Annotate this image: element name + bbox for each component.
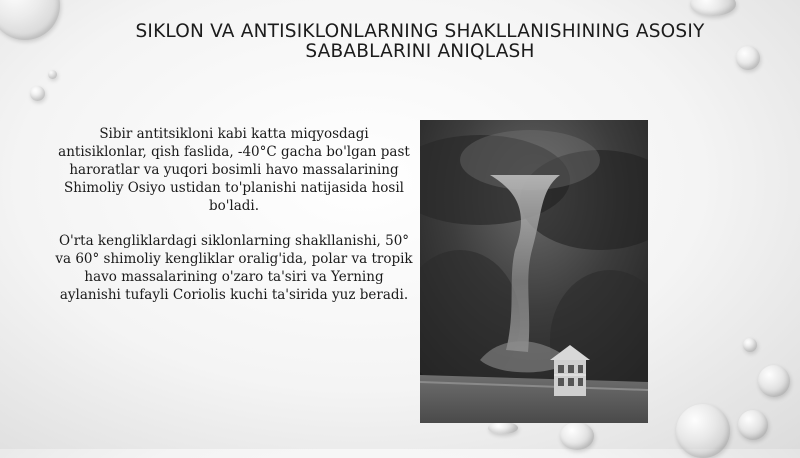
water-drop-decoration xyxy=(738,410,768,440)
water-drop-decoration xyxy=(743,338,757,352)
water-drop-decoration xyxy=(560,422,594,450)
water-drop-decoration xyxy=(690,0,736,16)
water-drop-decoration xyxy=(48,70,57,79)
water-drop-decoration xyxy=(0,0,60,40)
water-drop-decoration xyxy=(758,365,790,397)
tornado-photo xyxy=(420,120,648,423)
paragraph-siberian-anticyclone: Sibir antitsikloni kabi katta miqyosdagi antisiklonlar, qish faslida, -40°C gacha bo'lgan past haroratlar va yuqori bosimli havo massalarining Shimoliy Osiyo ustidan to'planishi natijasida hosil bo'ladi. xyxy=(58,126,410,214)
slide-title xyxy=(60,22,780,62)
water-drop-decoration xyxy=(676,404,730,458)
water-drop-decoration xyxy=(30,86,45,101)
water-drop-decoration xyxy=(488,422,518,434)
tornado-illustration xyxy=(420,120,648,423)
slide-title-line-2: SABABLARINI ANIQLASH xyxy=(305,41,535,62)
paragraph-midlatitude-cyclones: O'rta kengliklardagi siklonlarning shakllanishi, 50° va 60° shimoliy kengliklar oralig'ida, polar va tropik havo massalarining o'zaro ta'siri va Yerning aylanishi tufayli Coriolis kuchi ta'sirida yuz beradi. xyxy=(55,233,413,303)
slide-title-line-1: SIKLON VA ANTISIKLONLARNING SHAKLLANISHINING ASOSIY xyxy=(135,21,705,42)
